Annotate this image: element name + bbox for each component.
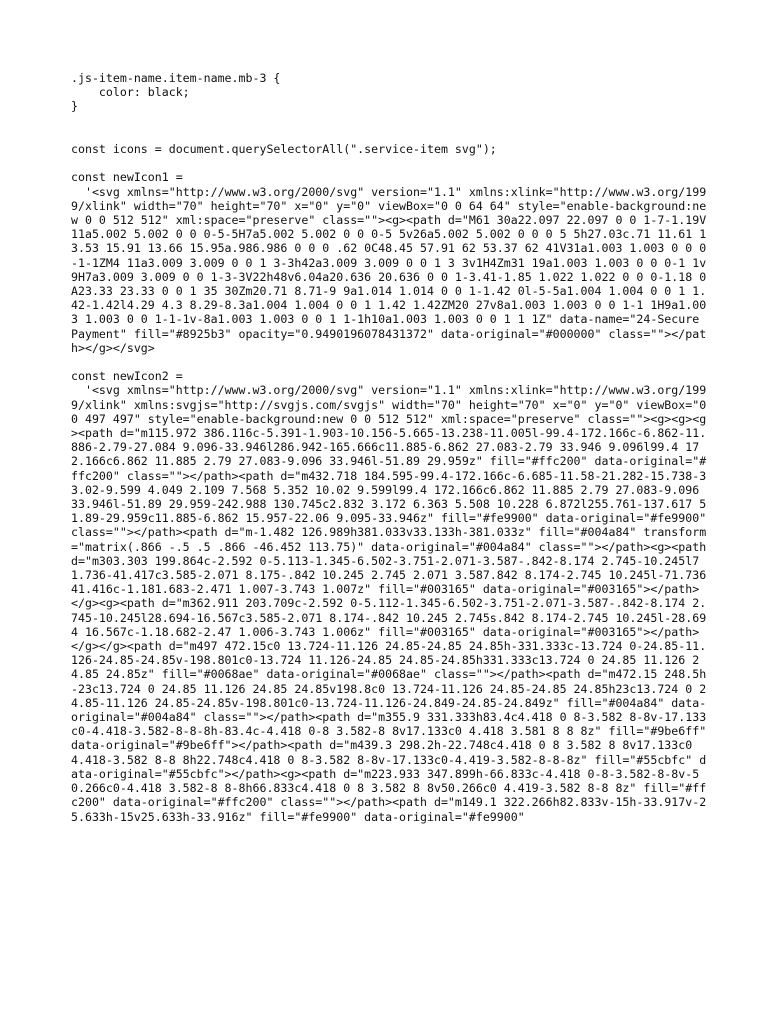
- blank-line: [71, 128, 711, 142]
- blank-line: [71, 355, 711, 369]
- blank-line: [71, 156, 711, 170]
- new-icon-2-block: const newIcon2 = '<svg xmlns="http://www.w3.org/2000/svg" version="1.1" xmlns:xlink="http://www.w3.org/1999/xlink" xmlns:svgjs="http://svgjs.com/svgjs" width="70" height="70" x="0" y="0" viewBox="0 0 497 497" style="enable-background:new 0 0 512 512" xml:space="preserve" class=""><g><g><g><path d="m115.972 386.116c-5.391-1.903-10.156-5.665-13.238-11.005l-99.4-172.166c-6.862-11.886-2.79-27.084 9.096-33.946l286.942-165.666c11.885-6.862 27.083-2.79 33.946 9.096l99.4 172.166c6.862 11.885 2.79 27.083-9.096 33.946l-51.89 29.959z" fill="#ffc200" data-original="#ffc200" class=""></path><path d="m432.718 184.595-99.4-172.166c-6.685-11.58-21.282-15.738-33.02-9.599 4.049 2.109 7.568 5.352 10.02 9.599l99.4 172.166c6.862 11.885 2.79 27.083-9.096 33.946l-51.89 29.959-242.988 130.745c2.832 3.172 6.363 5.508 10.228 6.872l255.761-137.617 51.89-29.959c11.885-6.862 15.957-22.06 9.095-33.946z" fill="#fe9900" data-original="#fe9900" class=""></path><path d="m-1.482 126.989h381.033v33.133h-381.033z" fill="#004a84" transform="matrix(.866 -.5 .5 .866 -46.452 113.75)" data-original="#004a84" class=""></path><g><path d="m303.303 199.864c-2.592 0-5.113-1.345-6.502-3.751-2.071-3.587-.842-8.174 2.745-10.245l71.736-41.417c3.585-2.071 8.175-.842 10.245 2.745 2.071 3.587.842 8.174-2.745 10.245l-71.736 41.416c-1.181.683-2.471 1.007-3.743 1.007z" fill="#003165" data-original="#003165"></path></g><g><path d="m362.911 203.709c-2.592 0-5.112-1.345-6.502-3.751-2.071-3.587-.842-8.174 2.745-10.245l28.694-16.567c3.585-2.071 8.174-.842 10.245 2.745s.842 8.174-2.745 10.245l-28.694 16.567c-1.18.682-2.47 1.006-3.743 1.006z" fill="#003165" data-original="#003165"></path></g></g><path d="m497 472.15c0 13.724-11.126 24.85-24.85 24.85h-331.333c-13.724 0-24.85-11.126-24.85-24.85v-198.801c0-13.724 11.126-24.85 24.85-24.85h331.333c13.724 0 24.85 11.126 24.85 24.85z" fill="#0068ae" data-original="#0068ae" class=""></path><path d="m472.15 248.5h-23c13.724 0 24.85 11.126 24.85 24.85v198.8c0 13.724-11.126 24.85-24.85 24.85h23c13.724 0 24.85-11.126 24.85-24.85v-198.801c0-13.724-11.126-24.849-24.85-24.849z" fill="#004a84" data-original="#004a84" class=""></path><path d="m355.9 331.333h83.4c4.418 0 8-3.582 8-8v-17.133c0-4.418-3.582-8-8-8h-83.4c-4.418 0-8 3.582-8 8v17.133c0 4.418 3.581 8 8 8z" fill="#9be6ff" data-original="#9be6ff"></path><path d="m439.3 298.2h-22.748c4.418 0 8 3.582 8 8v17.133c0 4.418-3.582 8-8 8h22.748c4.418 0 8-3.582 8-8v-17.133c0-4.419-3.582-8-8-8z" fill="#55cbfc" data-original="#55cbfc"></path><g><path d="m223.933 347.899h-66.833c-4.418 0-8-3.582-8-8v-50.266c0-4.418 3.582-8 8-8h66.833c4.418 0 8 3.582 8 8v50.266c0 4.419-3.582 8-8 8z" fill="#ffc200" data-original="#ffc200" class=""></path><path d="m149.1 322.266h82.833v-15h-33.917v-25.633h-15v25.633h-33.916z" fill="#fe9900" data-original="#fe9900": [71, 369, 707, 824]
- code-document: [71, 71, 711, 824]
- css-rule-block: .js-item-name.item-name.mb-3 { color: black; }: [71, 71, 281, 114]
- icons-query-line: const icons = document.querySelectorAll(".service-item svg");: [71, 141, 497, 156]
- blank-line: [71, 114, 711, 128]
- new-icon-1-block: const newIcon1 = '<svg xmlns="http://www.w3.org/2000/svg" version="1.1" xmlns:xlink="http://www.w3.org/1999/xlink" width="70" height="70" x="0" y="0" viewBox="0 0 64 64" style="enable-background:new 0 0 512 512" xml:space="preserve" class=""><g><path d="M61 30a22.097 22.097 0 0 1-7-1.19V11a5.002 5.002 0 0 0-5-5H7a5.002 5.002 0 0 0-5 5v26a5.002 5.002 0 0 0 5 5h27.03c.71 11.61 13.53 15.91 13.66 15.95a.986.986 0 0 0 .62 0C48.45 57.91 62 53.37 62 41V31a1.003 1.003 0 0 0-1-1ZM4 11a3.009 3.009 0 0 1 3-3h42a3.009 3.009 0 0 1 3 3v1H4Zm31 19a1.003 1.003 0 0 0-1 1v9H7a3.009 3.009 0 0 1-3-3V22h48v6.04a20.636 20.636 0 0 1-3.41-1.85 1.022 1.022 0 0 0-1.18 0A23.33 23.33 0 0 1 35 30Zm20.71 8.71-9 9a1.014 1.014 0 0 1-1.42 0l-5-5a1.004 1.004 0 0 1 1.42-1.42l4.29 4.3 8.29-8.3a1.004 1.004 0 0 1 1.42 1.42ZM20 27v8a1.003 1.003 0 0 1-1 1H9a1.003 1.003 0 0 1-1-1v-8a1.003 1.003 0 0 1 1-1h10a1.003 1.003 0 0 1 1 1Z" data-name="24-Secure Payment" fill="#8925b3" opacity="0.9490196078431372" data-original="#000000" class=""></path></g></svg>: [71, 170, 707, 355]
